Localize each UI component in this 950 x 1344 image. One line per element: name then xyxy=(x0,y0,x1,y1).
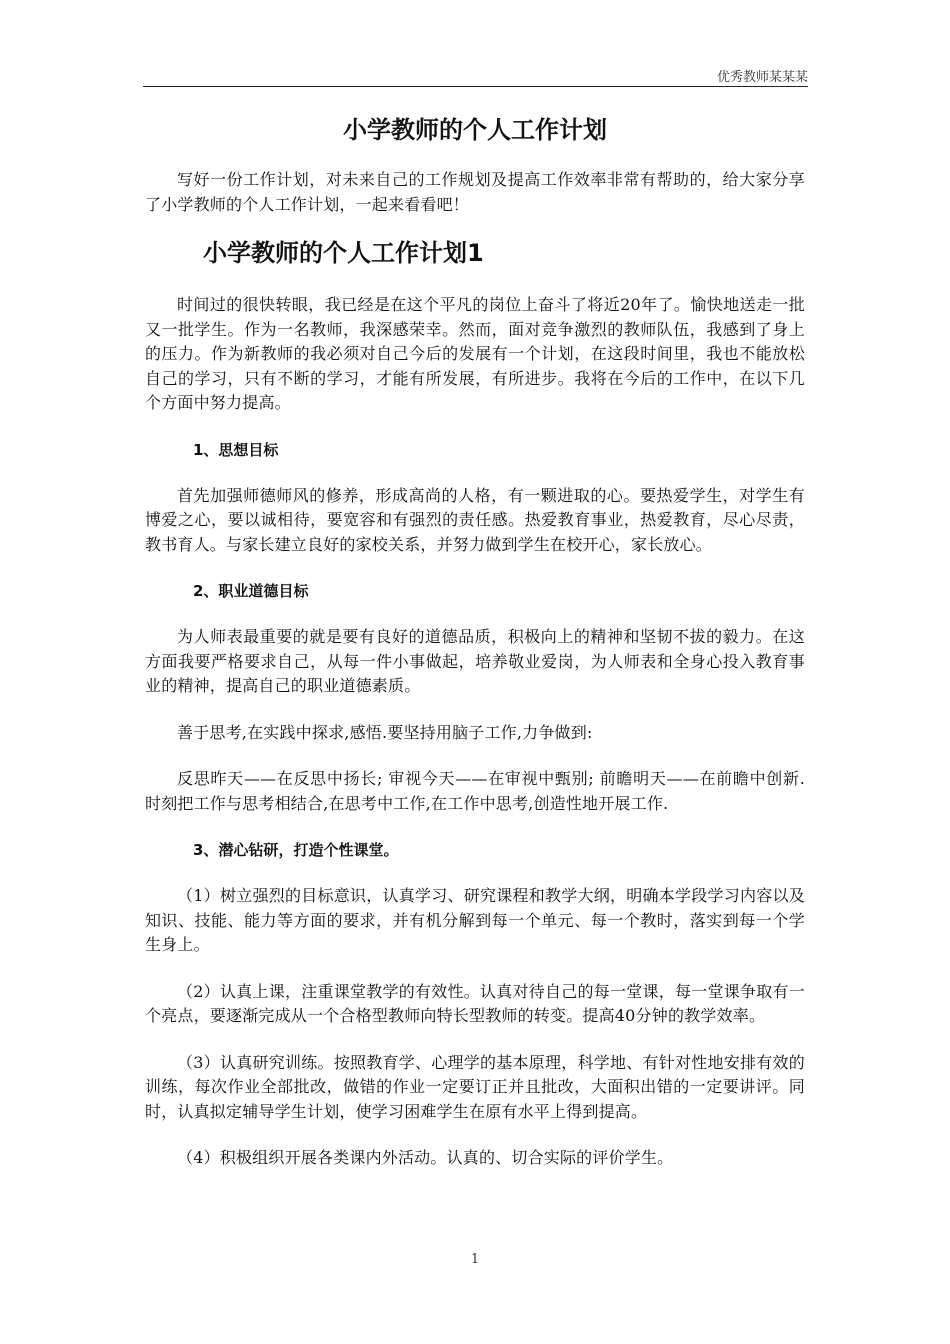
subsection-heading-1: 1、思想目标 xyxy=(193,440,279,459)
subsection-heading-2: 2、职业道德目标 xyxy=(193,582,309,600)
subsection-2-paragraph-2: 善于思考,在实践中探求,感悟.要坚持用脑子工作,力争做到: xyxy=(177,722,593,742)
intro-paragraph: 写好一份工作计划，对未来自己的工作规划及提高工作效率非常有帮助的，给大家分享了小学教师的个人工作计划，一起来看看吧！ xyxy=(145,170,805,214)
subsection-3-item-3: （3）认真研究训练。按照教育学、心理学的基本原理，科学地、有针对性地安排有效的训练，每次作业全部批改，做错的作业一定要订正并且批改，大面积出错的一定要讲评。同时，认真拟定辅导学生计划，使学习困难学生在原有水平上得到提高。 xyxy=(145,1052,805,1121)
section-heading: 小学教师的个人工作计划1 xyxy=(203,239,484,267)
subsection-3-item-1: （1）树立强烈的目标意识，认真学习、研究课程和教学大纲，明确本学段学习内容以及知识、技能、能力等方面的要求，并有机分解到每一个单元、每一个教时，落实到每一个学生身上。 xyxy=(145,886,805,954)
document-body xyxy=(145,112,805,1193)
subsection-3-item-4: （4）积极组织开展各类课内外活动。认真的、切合实际的评价学生。 xyxy=(177,1148,674,1167)
page-header-text: 优秀教师某某某 xyxy=(716,70,808,85)
subsection-heading-3: 3、潜心钻研，打造个性课堂。 xyxy=(193,841,399,859)
subsection-1-paragraph: 首先加强师德师风的修养，形成高尚的人格，有一颗进取的心。要热爱学生，对学生有博爱之心，要以诚相待，要宽容和有强烈的责任感。热爱教育事业，热爱教育，尽心尽责，教书育人。与家长建立良好的家校关系，并努力做到学生在校开心，家长放心。 xyxy=(145,485,805,554)
subsection-3-item-2: （2）认真上课，注重课堂教学的有效性。认真对待自己的每一堂课，每一堂课争取有一个亮点，要逐渐完成从一个合格型教师向特长型教师的转变。提高40分钟的教学效率。 xyxy=(145,981,805,1025)
section-paragraph: 时间过的很快转眼，我已经是在这个平凡的岗位上奋斗了将近20年了。愉快地送走一批又一批学生。作为一名教师，我深感荣幸。然而，面对竞争激烈的教师队伍，我感到了身上的压力。作为新教师的我必须对自己今后的发展有一个计划，在这段时间里，我也不能放松自己的学习，只有不断的学习，才能有所发展，有所进步。我将在今后的工作中，在以下几个方面中努力提高。 xyxy=(145,295,805,412)
subsection-2-paragraph-1: 为人师表最重要的就是要有良好的道德品质，积极向上的精神和坚韧不拔的毅力。在这方面我要严格要求自己，从每一件小事做起，培养敬业爱岗，为人师表和全身心投入教育事业的精神，提高自己的职业道德素质。 xyxy=(145,627,805,695)
header-divider xyxy=(143,86,808,87)
document-title: 小学教师的个人工作计划 xyxy=(343,116,607,144)
page-number: 1 xyxy=(470,1252,480,1267)
subsection-2-paragraph-3: 反思昨天——在反思中扬长; 审视今天——在审视中甄别; 前瞻明天——在前瞻中创新. 时刻把工作与思考相结合,在思考中工作,在工作中思考,创造性地开展工作. xyxy=(145,769,805,813)
